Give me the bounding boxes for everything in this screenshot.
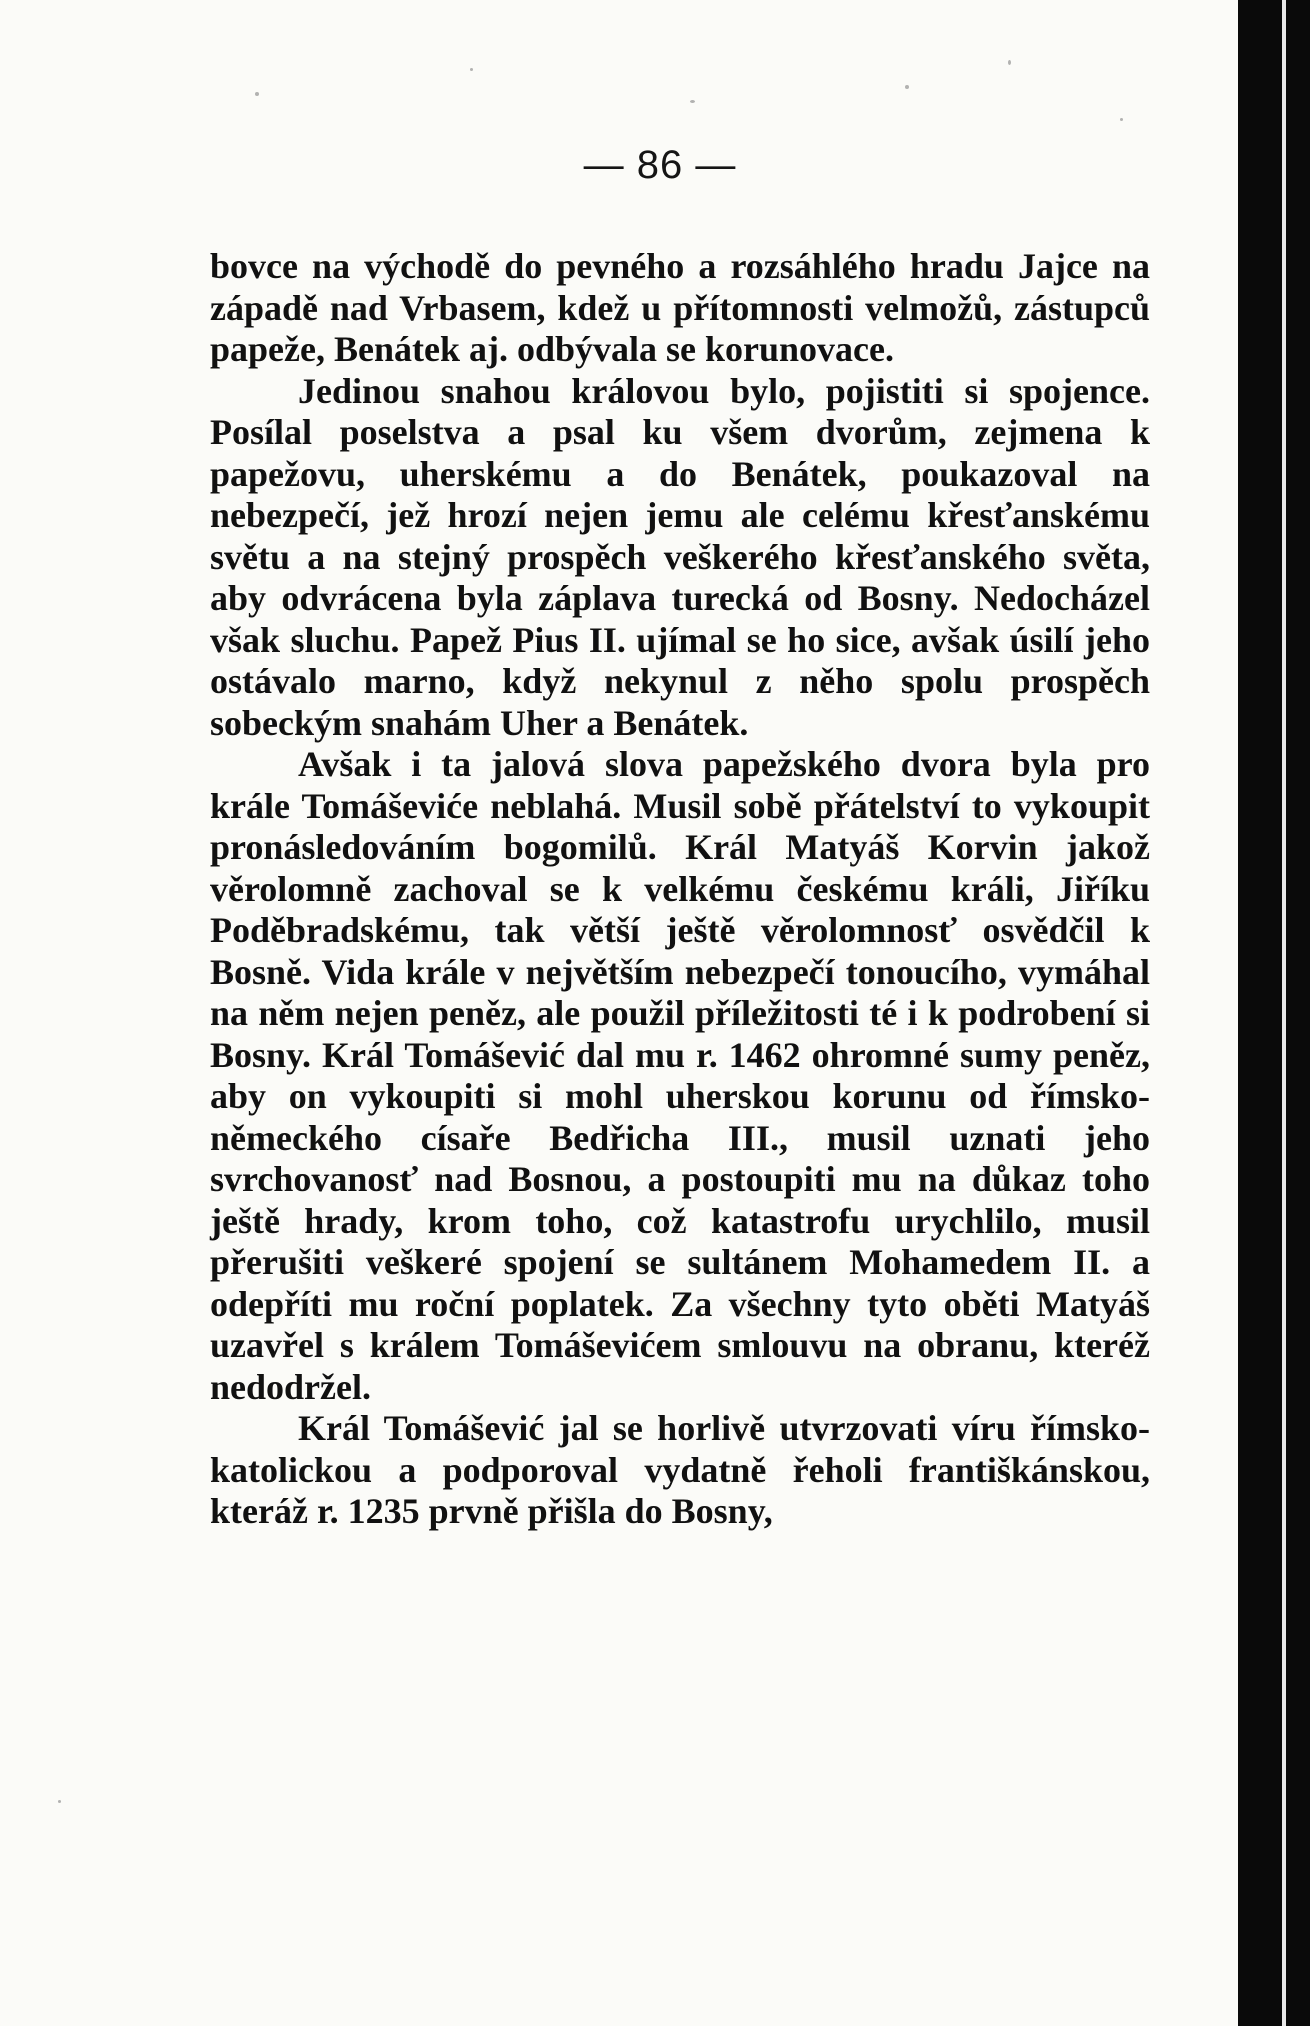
scan-speck xyxy=(255,92,259,96)
scan-speck xyxy=(1008,60,1011,65)
scan-speck xyxy=(690,100,695,103)
scan-edge xyxy=(1238,0,1310,2026)
paragraph: Král Tomášević jal se horlivě utvrzovati víru římsko-katolickou a podporoval vydatně řeholi františkánskou, kteráž r. 1235 prvně přišla do Bosny, xyxy=(210,1408,1150,1531)
paragraph: Jedinou snahou královou bylo, pojistiti si spojence. Posílal poselstva a psal ku všem dvorům, zejmena k papežovu, uherskému a do Benátek, poukazoval na nebezpečí, jež hrozí nejen jemu ale celému křesťanskému světu a na stejný prospěch veškerého křesťanského světa, aby odvrácena byla záplava turecká od Bosny. Nedocházel však sluchu. Papež Pius II. ujímal se ho sice, avšak úsilí jeho ostávalo marno, když nekynul z něho spolu prospěch sobeckým snahám Uher a Benátek. xyxy=(210,370,1150,743)
scan-speck xyxy=(1120,118,1123,121)
scan-speck xyxy=(58,1800,61,1803)
body-text xyxy=(210,246,1150,1533)
scan-speck xyxy=(470,68,473,71)
scan-speck xyxy=(905,85,909,89)
page-number: — 86 — xyxy=(583,143,737,187)
paragraph: bovce na východě do pevného a rozsáhlého hradu Jajce na západě nad Vrbasem, kdež u přítomnosti velmožů, zástupců papeže, Benátek aj. odbývala se korunovace. xyxy=(210,246,1150,369)
paragraph: Avšak i ta jalová slova papežského dvora byla pro krále Tomáševiće neblahá. Musil sobě přátelství to vykoupit pronásledováním bogomilů. Král Matyáš Korvin jakož věrolomně zachoval se k velkému českému králi, Jiříku Poděbradskému, tak větší ještě věrolomnosť osvědčil k Bosně. Vida krále v největším nebezpečí tonoucího, vymáhal na něm nejen peněz, ale použil příležitosti té i k podrobení si Bosny. Král Tomášević dal mu r. 1462 ohromné sumy peněz, aby on vykoupiti si mohl uherskou korunu od římsko-německého císaře Bedřicha III., musil uznati jeho svrchovanosť nad Bosnou, a postoupiti mu na důkaz toho ještě hrady, krom toho, což katastrofu urychlilo, musil přerušiti veškeré spojení se sultánem Mohamedem II. a odepříti mu roční poplatek. Za všechny tyto oběti Matyáš uzavřel s králem Tomáševićem smlouvu na obranu, kteréž nedodržel. xyxy=(210,744,1150,1407)
scan-edge-line xyxy=(1282,0,1286,2026)
